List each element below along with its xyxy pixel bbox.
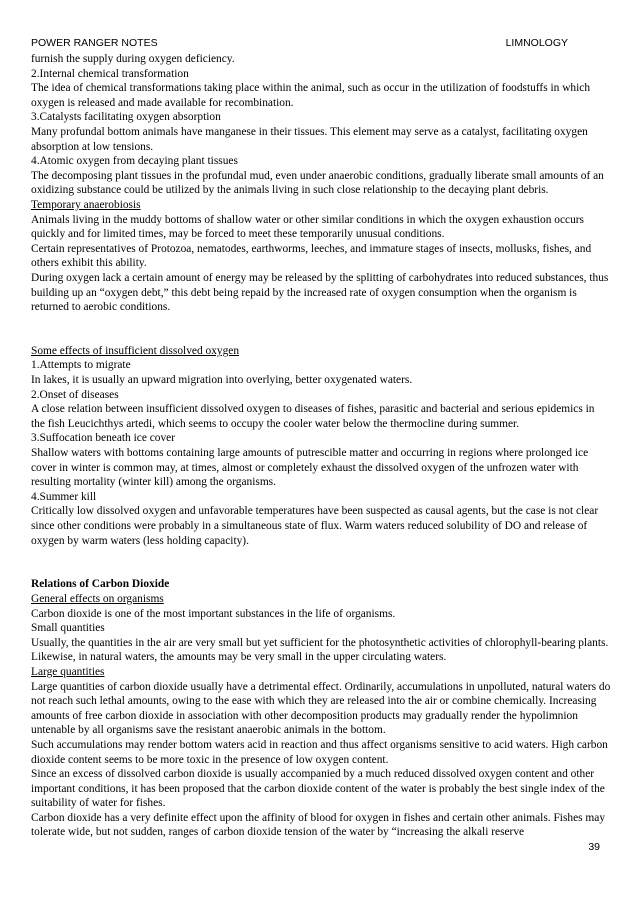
bold-heading: Relations of Carbon Dioxide [31,578,170,591]
subheading: 4.Atomic oxygen from decaying plant tissues [31,155,238,168]
section-heading: Some effects of insufficient dissolved oxygen [31,344,240,357]
subheading: 1.Attempts to migrate [31,359,131,372]
section-heading: Temporary anaerobiosis [31,198,141,211]
page-number: 39 [588,841,600,853]
subheading: Small quantities [31,622,105,635]
spacer [31,563,611,578]
spacer [31,329,611,344]
subheading: 2.Onset of diseases [31,388,119,401]
spacer [31,315,611,330]
header-left-title: POWER RANGER NOTES [31,37,158,49]
paragraph: Such accumulations may render bottom waters acid in reaction and thus affect organisms sensitive to acid waters. High carbon dioxide content seems to be more toxic in the presence of low oxygen content. [31,738,608,766]
subheading: 3.Catalysts facilitating oxygen absorption [31,111,221,124]
document-body [31,52,611,840]
paragraph: In lakes, it is usually an upward migration into overlying, better oxygenated waters. [31,374,413,387]
paragraph: The decomposing plant tissues in the profundal mud, even under anaerobic conditions, gradually liberate small amounts of an oxidizing substance could be utilized by the animals living in such close relationship to the decaying plant debris. [31,169,604,197]
paragraph: During oxygen lack a certain amount of energy may be released by the splitting of carbohydrates into reduced substances, thus building up an “oxygen debt,” this debt being repaid by the increased rate of oxygen consumption when the organism is returned to aerobic conditions. [31,271,609,314]
section-heading: Large quantities [31,665,105,678]
subheading: 4.Summer kill [31,490,97,503]
paragraph: Shallow waters with bottoms containing large amounts of putrescible matter and occurring in regions where prolonged ice cover in winter is common may, at times, almost or completely exhaust the dissolved oxygen of the unfrozen water with resulting mortality (winter kill) among the organisms. [31,447,589,489]
paragraph: A close relation between insufficient dissolved oxygen to diseases of fishes, parasitic and bacterial and serious epidemics in the fish Leucichthys artedi, which seems to occupy the cooler water below the thermocline during summer. [31,403,595,430]
paragraph: Certain representatives of Protozoa, nematodes, earthworms, leeches, and immature stages of insects, mollusks, fishes, and others exhibit this ability. [31,242,592,270]
paragraph: Since an excess of dissolved carbon dioxide is usually accompanied by a much reduced dissolved oxygen content and other important conditions, it has been proposed that the carbon dioxide content of the water is probably the best single index of the suitability of water for fishes. [31,768,605,810]
header-right-title: LIMNOLOGY [505,37,568,49]
spacer [31,548,611,563]
paragraph: Carbon dioxide is one of the most important substances in the life of organisms. [31,607,396,620]
paragraph: Animals living in the muddy bottoms of shallow water or other similar conditions in which the oxygen exhaustion occurs quickly and for limited times, may be forced to meet these temporarily unusual conditions. [31,213,584,241]
paragraph: Usually, the quantities in the air are very small but yet sufficient for the photosynthetic activities of chlorophyll-bearing plants. Likewise, in natural waters, the amounts may be very small in the upper circulating waters. [31,636,609,664]
paragraph: furnish the supply during oxygen deficiency. [31,53,235,65]
paragraph: Large quantities of carbon dioxide usually have a detrimental effect. Ordinarily, accumulations in unpolluted, natural waters do not reach such lethal amounts, owing to the ease with which they are released into the air or combine chemically. Increasing amounts of free carbon dioxide in association with other decomposition products may gradually render the hypolimnion untenable by all organisms save the resistant anaerobic animals in the bottom. [31,680,611,737]
paragraph: Many profundal bottom animals have manganese in their tissues. This element may serve as a catalyst, facilitating oxygen absorption at low tensions. [31,125,588,153]
paragraph: The idea of chemical transformations taking place within the animal, such as occur in the utilization of foodstuffs in which oxygen is released and made available for recombination. [31,82,591,109]
paragraph: Carbon dioxide has a very definite effect upon the affinity of blood for oxygen in fishes and certain other animals. Fishes may tolerate wide, but not sudden, ranges of carbon dioxide tension of the water by “increasing the alkali reserve [31,811,606,839]
paragraph: Critically low dissolved oxygen and unfavorable temperatures have been suspected as causal agents, but the case is not clear since other conditions were probably in a simultaneous state of flux. Warm waters reduced solubility of DO and release of oxygen by warm waters (less holding capacity). [31,505,599,547]
subheading: 2.Internal chemical transformation [31,67,189,80]
subheading: 3.Suffocation beneath ice cover [31,432,176,445]
section-heading: General effects on organisms [31,592,164,605]
page-header [31,37,568,49]
